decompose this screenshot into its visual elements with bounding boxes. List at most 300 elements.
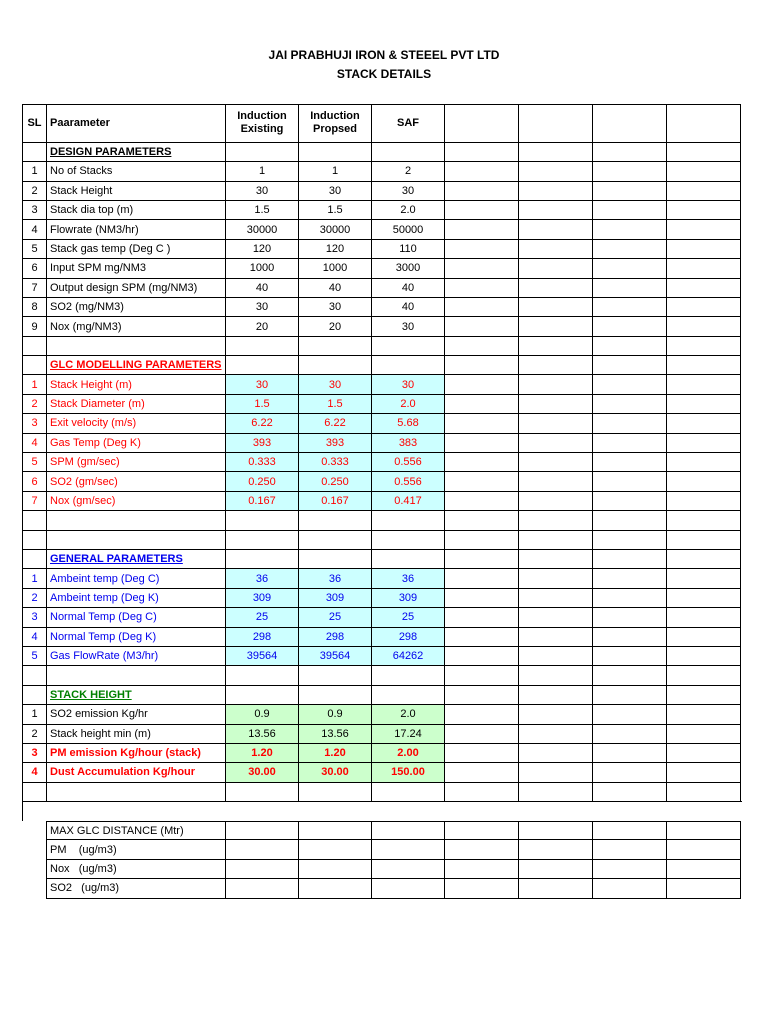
row-value-1[interactable]: 0.333: [226, 453, 299, 472]
section-empty-cell[interactable]: [445, 550, 519, 569]
blank-empty-cell[interactable]: [519, 783, 593, 802]
blank-cell[interactable]: [299, 531, 372, 550]
row-value-1[interactable]: 36: [226, 569, 299, 588]
blank-cell[interactable]: [372, 337, 445, 356]
glc-empty-cell[interactable]: [593, 414, 667, 433]
stack-empty-cell[interactable]: [445, 725, 519, 744]
glc-distance-label[interactable]: PM (ug/m3): [46, 840, 226, 859]
general-empty-cell[interactable]: [519, 589, 593, 608]
row-sl[interactable]: 2: [22, 182, 47, 201]
row-parameter[interactable]: Normal Temp (Deg K): [47, 628, 226, 647]
row-sl[interactable]: 4: [22, 220, 47, 239]
section-value-cell[interactable]: [226, 550, 299, 569]
stack-empty-cell[interactable]: [519, 725, 593, 744]
header-col-2[interactable]: Induction Propsed: [299, 104, 372, 143]
row-value-1[interactable]: 1.5: [226, 395, 299, 414]
glc-empty-cell[interactable]: [519, 375, 593, 394]
glc-empty-cell[interactable]: [593, 821, 667, 840]
stack-empty-cell[interactable]: [593, 725, 667, 744]
row-value-1[interactable]: 30: [226, 375, 299, 394]
glc-value-cell[interactable]: [372, 821, 445, 840]
row-value-2[interactable]: 1000: [299, 259, 372, 278]
glc-empty-cell[interactable]: [667, 821, 741, 840]
stack-empty-cell[interactable]: [667, 763, 741, 782]
glc-empty-cell[interactable]: [445, 434, 519, 453]
row-value-2[interactable]: 0.167: [299, 492, 372, 511]
header-parameter[interactable]: Paarameter: [47, 104, 226, 143]
header-col-1[interactable]: Induction Existing: [226, 104, 299, 143]
row-value-1[interactable]: 0.167: [226, 492, 299, 511]
section-empty-cell[interactable]: [445, 356, 519, 375]
design-empty-cell[interactable]: [519, 298, 593, 317]
row-parameter[interactable]: Dust Accumulation Kg/hour: [47, 763, 226, 782]
general-empty-cell[interactable]: [667, 569, 741, 588]
section-empty-cell[interactable]: [593, 550, 667, 569]
blank-empty-cell[interactable]: [445, 531, 519, 550]
general-empty-cell[interactable]: [445, 647, 519, 666]
blank-cell[interactable]: [47, 666, 226, 685]
general-empty-cell[interactable]: [519, 647, 593, 666]
design-empty-cell[interactable]: [593, 182, 667, 201]
row-sl[interactable]: 9: [22, 317, 47, 336]
design-empty-cell[interactable]: [445, 220, 519, 239]
blank-empty-cell[interactable]: [667, 666, 741, 685]
row-value-3[interactable]: 150.00: [372, 763, 445, 782]
glc-empty-cell[interactable]: [593, 434, 667, 453]
row-sl[interactable]: 7: [22, 279, 47, 298]
blank-cell[interactable]: [299, 783, 372, 802]
blank-empty-cell[interactable]: [667, 531, 741, 550]
row-value-3[interactable]: 5.68: [372, 414, 445, 433]
row-sl[interactable]: 1: [22, 162, 47, 181]
row-parameter[interactable]: PM emission Kg/hour (stack): [47, 744, 226, 763]
row-value-3[interactable]: 383: [372, 434, 445, 453]
row-value-2[interactable]: 0.9: [299, 705, 372, 724]
stack-empty-cell[interactable]: [519, 763, 593, 782]
glc-empty-cell[interactable]: [445, 472, 519, 491]
row-parameter[interactable]: Stack dia top (m): [47, 201, 226, 220]
row-value-3[interactable]: 40: [372, 279, 445, 298]
row-value-1[interactable]: 1.5: [226, 201, 299, 220]
section-empty-cell[interactable]: [445, 143, 519, 162]
general-section-title[interactable]: GENERAL PARAMETERS: [47, 550, 226, 569]
glc-empty-cell[interactable]: [593, 375, 667, 394]
row-value-1[interactable]: 13.56: [226, 725, 299, 744]
blank-empty-cell[interactable]: [445, 337, 519, 356]
design-empty-cell[interactable]: [667, 298, 741, 317]
row-sl[interactable]: 6: [22, 472, 47, 491]
row-value-1[interactable]: 6.22: [226, 414, 299, 433]
general-empty-cell[interactable]: [519, 608, 593, 627]
row-parameter[interactable]: SPM (gm/sec): [47, 453, 226, 472]
row-value-2[interactable]: 30000: [299, 220, 372, 239]
section-value-cell[interactable]: [299, 356, 372, 375]
row-parameter[interactable]: Ambeint temp (Deg K): [47, 589, 226, 608]
section-value-cell[interactable]: [226, 356, 299, 375]
design-empty-cell[interactable]: [445, 298, 519, 317]
glc-empty-cell[interactable]: [519, 395, 593, 414]
row-value-1[interactable]: 30.00: [226, 763, 299, 782]
glc-empty-cell[interactable]: [593, 860, 667, 879]
general-empty-cell[interactable]: [593, 608, 667, 627]
glc-empty-cell[interactable]: [593, 472, 667, 491]
blank-cell[interactable]: [299, 337, 372, 356]
glc-empty-cell[interactable]: [667, 375, 741, 394]
section-sl-cell[interactable]: [22, 550, 47, 569]
header-empty-cell[interactable]: [593, 104, 667, 143]
row-value-1[interactable]: 298: [226, 628, 299, 647]
section-empty-cell[interactable]: [593, 356, 667, 375]
design-empty-cell[interactable]: [445, 162, 519, 181]
general-empty-cell[interactable]: [445, 589, 519, 608]
glc-empty-cell[interactable]: [519, 453, 593, 472]
row-sl[interactable]: 2: [22, 725, 47, 744]
glc-section-title[interactable]: GLC MODELLING PARAMETERS: [47, 356, 226, 375]
general-empty-cell[interactable]: [519, 569, 593, 588]
row-sl[interactable]: 2: [22, 589, 47, 608]
design-empty-cell[interactable]: [519, 220, 593, 239]
row-value-1[interactable]: 39564: [226, 647, 299, 666]
row-value-1[interactable]: 25: [226, 608, 299, 627]
stack-empty-cell[interactable]: [593, 763, 667, 782]
section-value-cell[interactable]: [299, 143, 372, 162]
row-sl[interactable]: 1: [22, 569, 47, 588]
stack-empty-cell[interactable]: [667, 744, 741, 763]
section-value-cell[interactable]: [226, 686, 299, 705]
row-value-1[interactable]: 309: [226, 589, 299, 608]
row-value-3[interactable]: 40: [372, 298, 445, 317]
design-empty-cell[interactable]: [667, 182, 741, 201]
glc-empty-cell[interactable]: [667, 840, 741, 859]
row-value-3[interactable]: 17.24: [372, 725, 445, 744]
design-empty-cell[interactable]: [519, 201, 593, 220]
design-empty-cell[interactable]: [445, 259, 519, 278]
stack-empty-cell[interactable]: [445, 705, 519, 724]
glc-empty-cell[interactable]: [519, 821, 593, 840]
design-empty-cell[interactable]: [445, 201, 519, 220]
general-empty-cell[interactable]: [593, 647, 667, 666]
row-value-3[interactable]: 30: [372, 375, 445, 394]
design-empty-cell[interactable]: [519, 182, 593, 201]
row-value-2[interactable]: 1.20: [299, 744, 372, 763]
row-parameter[interactable]: Stack height min (m): [47, 725, 226, 744]
design-empty-cell[interactable]: [519, 259, 593, 278]
glc-empty-cell[interactable]: [667, 472, 741, 491]
blank-empty-cell[interactable]: [519, 337, 593, 356]
row-value-3[interactable]: 30: [372, 317, 445, 336]
row-parameter[interactable]: Stack Height (m): [47, 375, 226, 394]
row-sl[interactable]: 5: [22, 453, 47, 472]
blank-cell[interactable]: [299, 666, 372, 685]
glc-empty-cell[interactable]: [445, 375, 519, 394]
glc-distance-label[interactable]: MAX GLC DISTANCE (Mtr): [46, 821, 226, 840]
stack-empty-cell[interactable]: [445, 763, 519, 782]
blank-empty-cell[interactable]: [667, 511, 741, 530]
row-parameter[interactable]: Stack Height: [47, 182, 226, 201]
section-value-cell[interactable]: [372, 686, 445, 705]
general-empty-cell[interactable]: [667, 628, 741, 647]
row-value-3[interactable]: 30: [372, 182, 445, 201]
design-empty-cell[interactable]: [667, 279, 741, 298]
glc-empty-cell[interactable]: [445, 492, 519, 511]
row-value-1[interactable]: 30: [226, 182, 299, 201]
glc-value-cell[interactable]: [299, 860, 372, 879]
row-value-3[interactable]: 2.0: [372, 395, 445, 414]
row-value-1[interactable]: 0.250: [226, 472, 299, 491]
glc-empty-cell[interactable]: [519, 840, 593, 859]
design-empty-cell[interactable]: [593, 201, 667, 220]
glc-value-cell[interactable]: [372, 860, 445, 879]
blank-cell[interactable]: [226, 531, 299, 550]
row-value-2[interactable]: 0.250: [299, 472, 372, 491]
design-empty-cell[interactable]: [667, 240, 741, 259]
section-empty-cell[interactable]: [519, 143, 593, 162]
glc-value-cell[interactable]: [372, 879, 445, 898]
design-empty-cell[interactable]: [593, 259, 667, 278]
glc-empty-cell[interactable]: [667, 453, 741, 472]
row-parameter[interactable]: Flowrate (NM3/hr): [47, 220, 226, 239]
row-value-3[interactable]: 25: [372, 608, 445, 627]
row-parameter[interactable]: Gas FlowRate (M3/hr): [47, 647, 226, 666]
row-value-1[interactable]: 30: [226, 298, 299, 317]
row-value-2[interactable]: 6.22: [299, 414, 372, 433]
row-sl[interactable]: 3: [22, 414, 47, 433]
section-empty-cell[interactable]: [519, 550, 593, 569]
blank-cell[interactable]: [372, 531, 445, 550]
blank-cell[interactable]: [372, 511, 445, 530]
glc-distance-label[interactable]: Nox (ug/m3): [46, 860, 226, 879]
row-value-2[interactable]: 25: [299, 608, 372, 627]
design-empty-cell[interactable]: [593, 317, 667, 336]
blank-empty-cell[interactable]: [593, 531, 667, 550]
row-value-2[interactable]: 393: [299, 434, 372, 453]
glc-empty-cell[interactable]: [593, 879, 667, 898]
row-sl[interactable]: 4: [22, 763, 47, 782]
row-value-2[interactable]: 30.00: [299, 763, 372, 782]
glc-empty-cell[interactable]: [445, 879, 519, 898]
glc-empty-cell[interactable]: [519, 472, 593, 491]
general-empty-cell[interactable]: [667, 608, 741, 627]
row-value-1[interactable]: 120: [226, 240, 299, 259]
row-value-2[interactable]: 20: [299, 317, 372, 336]
glc-value-cell[interactable]: [226, 821, 299, 840]
row-value-1[interactable]: 1: [226, 162, 299, 181]
section-sl-cell[interactable]: [22, 143, 47, 162]
glc-empty-cell[interactable]: [667, 860, 741, 879]
blank-cell[interactable]: [226, 337, 299, 356]
row-value-2[interactable]: 1: [299, 162, 372, 181]
stack-section-title[interactable]: STACK HEIGHT: [47, 686, 226, 705]
blank-empty-cell[interactable]: [519, 531, 593, 550]
row-parameter[interactable]: SO2 (gm/sec): [47, 472, 226, 491]
blank-empty-cell[interactable]: [519, 511, 593, 530]
glc-empty-cell[interactable]: [519, 492, 593, 511]
design-empty-cell[interactable]: [519, 240, 593, 259]
glc-empty-cell[interactable]: [519, 860, 593, 879]
general-empty-cell[interactable]: [445, 569, 519, 588]
glc-empty-cell[interactable]: [445, 414, 519, 433]
row-sl[interactable]: 4: [22, 434, 47, 453]
glc-empty-cell[interactable]: [519, 879, 593, 898]
row-value-2[interactable]: 30: [299, 182, 372, 201]
section-value-cell[interactable]: [299, 550, 372, 569]
design-empty-cell[interactable]: [593, 279, 667, 298]
row-value-2[interactable]: 1.5: [299, 201, 372, 220]
design-empty-cell[interactable]: [667, 317, 741, 336]
stack-empty-cell[interactable]: [519, 705, 593, 724]
glc-value-cell[interactable]: [299, 879, 372, 898]
blank-cell[interactable]: [47, 531, 226, 550]
row-sl[interactable]: 2: [22, 395, 47, 414]
glc-empty-cell[interactable]: [667, 492, 741, 511]
glc-empty-cell[interactable]: [593, 395, 667, 414]
row-parameter[interactable]: Stack gas temp (Deg C ): [47, 240, 226, 259]
row-parameter[interactable]: Nox (gm/sec): [47, 492, 226, 511]
row-value-3[interactable]: 0.556: [372, 453, 445, 472]
stack-empty-cell[interactable]: [667, 725, 741, 744]
blank-cell[interactable]: [372, 666, 445, 685]
design-empty-cell[interactable]: [667, 259, 741, 278]
general-empty-cell[interactable]: [667, 589, 741, 608]
header-sl[interactable]: SL: [22, 104, 47, 143]
glc-value-cell[interactable]: [226, 879, 299, 898]
header-empty-cell[interactable]: [445, 104, 519, 143]
blank-cell[interactable]: [47, 783, 226, 802]
blank-cell[interactable]: [47, 337, 226, 356]
row-parameter[interactable]: Output design SPM (mg/NM3): [47, 279, 226, 298]
stack-empty-cell[interactable]: [667, 705, 741, 724]
row-value-3[interactable]: 110: [372, 240, 445, 259]
blank-cell[interactable]: [226, 511, 299, 530]
glc-value-cell[interactable]: [299, 840, 372, 859]
general-empty-cell[interactable]: [445, 608, 519, 627]
blank-cell[interactable]: [22, 511, 47, 530]
row-value-3[interactable]: 2.00: [372, 744, 445, 763]
row-sl[interactable]: 3: [22, 744, 47, 763]
row-value-3[interactable]: 0.556: [372, 472, 445, 491]
design-empty-cell[interactable]: [593, 162, 667, 181]
stack-empty-cell[interactable]: [519, 744, 593, 763]
blank-cell[interactable]: [226, 783, 299, 802]
row-value-1[interactable]: 393: [226, 434, 299, 453]
row-value-3[interactable]: 64262: [372, 647, 445, 666]
row-parameter[interactable]: Input SPM mg/NM3: [47, 259, 226, 278]
row-parameter[interactable]: SO2 (mg/NM3): [47, 298, 226, 317]
row-value-2[interactable]: 0.333: [299, 453, 372, 472]
general-empty-cell[interactable]: [519, 628, 593, 647]
blank-empty-cell[interactable]: [519, 666, 593, 685]
section-value-cell[interactable]: [299, 686, 372, 705]
blank-cell[interactable]: [22, 531, 47, 550]
section-value-cell[interactable]: [372, 143, 445, 162]
row-parameter[interactable]: Stack Diameter (m): [47, 395, 226, 414]
blank-empty-cell[interactable]: [445, 666, 519, 685]
section-empty-cell[interactable]: [593, 143, 667, 162]
section-empty-cell[interactable]: [667, 356, 741, 375]
row-value-1[interactable]: 1.20: [226, 744, 299, 763]
glc-value-cell[interactable]: [226, 860, 299, 879]
row-sl[interactable]: 1: [22, 375, 47, 394]
section-sl-cell[interactable]: [22, 356, 47, 375]
row-sl[interactable]: 8: [22, 298, 47, 317]
general-empty-cell[interactable]: [667, 647, 741, 666]
glc-empty-cell[interactable]: [445, 860, 519, 879]
section-empty-cell[interactable]: [593, 686, 667, 705]
row-value-2[interactable]: 120: [299, 240, 372, 259]
section-empty-cell[interactable]: [445, 686, 519, 705]
blank-cell[interactable]: [22, 337, 47, 356]
row-sl[interactable]: 3: [22, 608, 47, 627]
blank-empty-cell[interactable]: [667, 783, 741, 802]
design-empty-cell[interactable]: [667, 201, 741, 220]
glc-empty-cell[interactable]: [667, 879, 741, 898]
blank-empty-cell[interactable]: [667, 337, 741, 356]
row-parameter[interactable]: No of Stacks: [47, 162, 226, 181]
row-sl[interactable]: 6: [22, 259, 47, 278]
header-empty-cell[interactable]: [667, 104, 741, 143]
section-empty-cell[interactable]: [667, 550, 741, 569]
row-value-2[interactable]: 1.5: [299, 395, 372, 414]
header-col-3[interactable]: SAF: [372, 104, 445, 143]
blank-cell[interactable]: [372, 783, 445, 802]
stack-empty-cell[interactable]: [593, 705, 667, 724]
row-value-2[interactable]: 298: [299, 628, 372, 647]
row-value-2[interactable]: 30: [299, 298, 372, 317]
design-empty-cell[interactable]: [593, 240, 667, 259]
glc-value-cell[interactable]: [372, 840, 445, 859]
glc-empty-cell[interactable]: [519, 434, 593, 453]
row-value-3[interactable]: 50000: [372, 220, 445, 239]
row-parameter[interactable]: Ambeint temp (Deg C): [47, 569, 226, 588]
glc-empty-cell[interactable]: [593, 453, 667, 472]
glc-value-cell[interactable]: [299, 821, 372, 840]
glc-empty-cell[interactable]: [593, 840, 667, 859]
row-parameter[interactable]: SO2 emission Kg/hr: [47, 705, 226, 724]
row-value-3[interactable]: 3000: [372, 259, 445, 278]
stack-empty-cell[interactable]: [593, 744, 667, 763]
row-value-1[interactable]: 0.9: [226, 705, 299, 724]
row-parameter[interactable]: Normal Temp (Deg C): [47, 608, 226, 627]
row-sl[interactable]: 5: [22, 240, 47, 259]
stack-empty-cell[interactable]: [445, 744, 519, 763]
row-value-3[interactable]: 2.0: [372, 201, 445, 220]
blank-empty-cell[interactable]: [445, 783, 519, 802]
row-value-1[interactable]: 30000: [226, 220, 299, 239]
glc-empty-cell[interactable]: [593, 492, 667, 511]
section-value-cell[interactable]: [372, 550, 445, 569]
design-empty-cell[interactable]: [519, 162, 593, 181]
row-value-1[interactable]: 20: [226, 317, 299, 336]
section-sl-cell[interactable]: [22, 686, 47, 705]
row-sl[interactable]: 4: [22, 628, 47, 647]
blank-cell[interactable]: [22, 666, 47, 685]
row-value-3[interactable]: 0.417: [372, 492, 445, 511]
general-empty-cell[interactable]: [593, 628, 667, 647]
row-sl[interactable]: 3: [22, 201, 47, 220]
row-value-1[interactable]: 40: [226, 279, 299, 298]
section-value-cell[interactable]: [226, 143, 299, 162]
design-empty-cell[interactable]: [593, 298, 667, 317]
row-parameter[interactable]: Nox (mg/NM3): [47, 317, 226, 336]
glc-empty-cell[interactable]: [445, 821, 519, 840]
glc-empty-cell[interactable]: [667, 434, 741, 453]
row-value-2[interactable]: 13.56: [299, 725, 372, 744]
blank-cell[interactable]: [47, 511, 226, 530]
row-value-3[interactable]: 298: [372, 628, 445, 647]
glc-empty-cell[interactable]: [445, 840, 519, 859]
design-empty-cell[interactable]: [519, 279, 593, 298]
glc-empty-cell[interactable]: [445, 395, 519, 414]
